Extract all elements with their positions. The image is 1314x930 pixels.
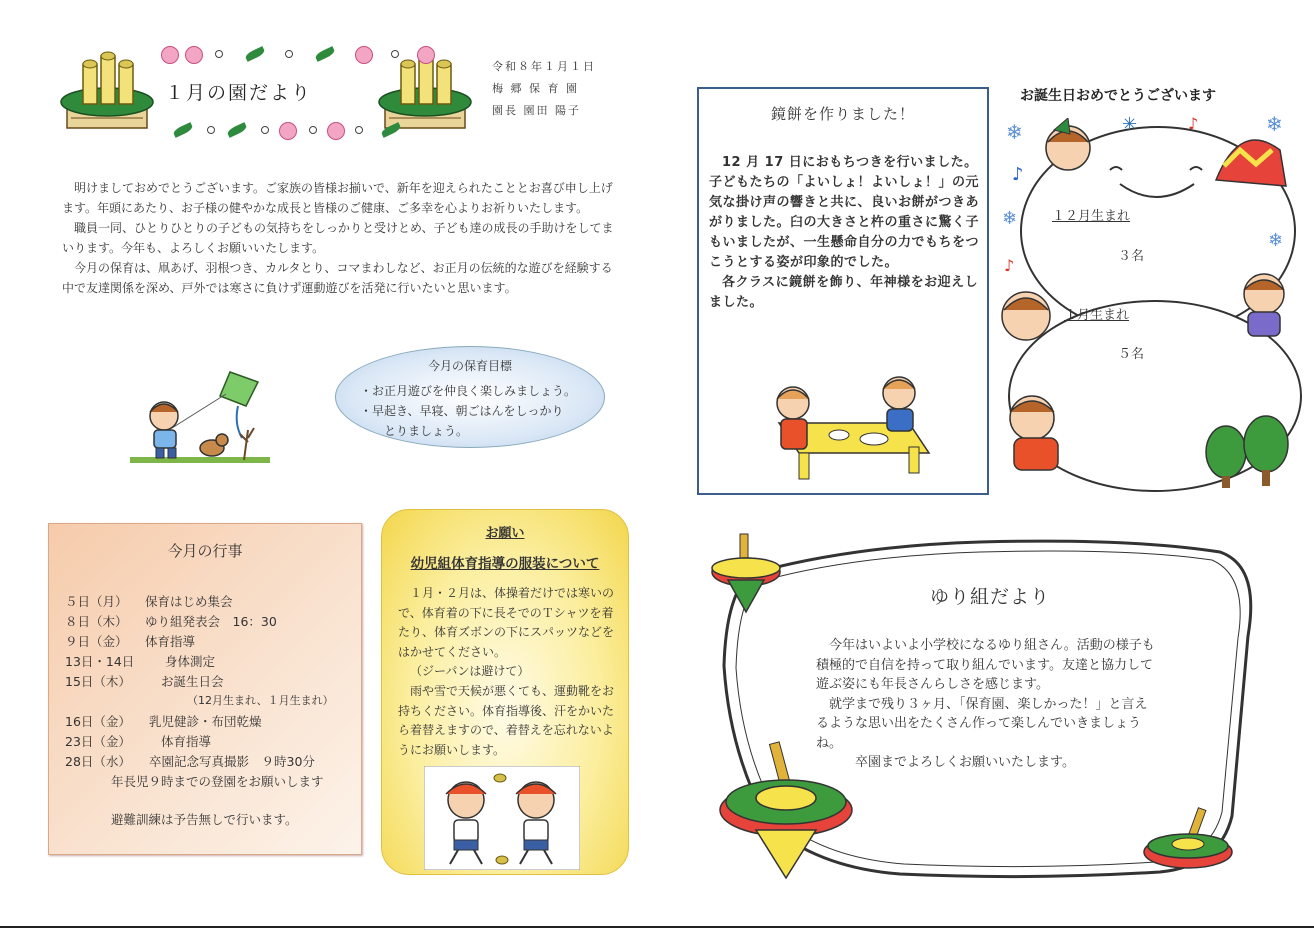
leaf-icon	[380, 122, 402, 138]
child-face-icon	[996, 390, 1076, 480]
leaf-icon	[244, 46, 266, 62]
leaf-icon	[172, 122, 194, 138]
event-text: 体育指導	[145, 634, 196, 649]
yuri-body	[816, 636, 1158, 773]
plum-flower-icon	[417, 46, 435, 64]
goal-item: ・早起き、早寝、朝ごはんをしっかり	[360, 404, 564, 418]
snowflake-icon: ❄	[1268, 230, 1284, 251]
yuri-paragraph: 卒園までよろしくお願いいたします。	[829, 755, 1075, 770]
yuri-paragraph: 今年はいよいよ小学校になるゆり組さん。活動の様子も積極的で自信を持って取り組んでいます。友達と協力して遊ぶ姿にも年長さんらしさを感じます。	[816, 638, 1155, 692]
event-date: ５日（月）	[65, 594, 128, 609]
goal-item: ・お正月遊びを仲良く楽しみましょう。	[360, 384, 577, 398]
mochi-body	[709, 153, 979, 313]
decoration-row-bottom	[155, 120, 455, 140]
issuer-block	[492, 56, 596, 122]
child-face-icon	[1236, 270, 1292, 340]
december-label: １２月生まれ	[1052, 209, 1131, 224]
plum-flower-icon	[161, 46, 179, 64]
running-children-illustration	[424, 766, 580, 870]
event-text: （12月生まれ、１月生まれ）	[187, 694, 334, 707]
music-note-icon: ♪	[1188, 114, 1199, 133]
event-date: ８日（木）	[65, 614, 128, 629]
child-face-icon	[1040, 118, 1096, 174]
spinning-top-icon	[706, 530, 786, 620]
event-date: 15日（木）	[65, 674, 131, 689]
decoration-row-top	[155, 44, 455, 64]
mochi-paragraph: 12 月 17 日におもちつきを行いました。子どもたちの「よいしょ！よいしょ！」の元気な掛け声の響きと共に、良いお餅がつきあがりました。臼の大きさと杵の重さに驚く子もいましたが、一生懸命自分の力でもちをつこうとする姿が印象的でした。	[709, 155, 980, 270]
events-title: 今月の行事	[167, 542, 243, 560]
principal-name: 園長 園田 陽子	[492, 104, 581, 117]
kadomatsu-left-icon	[57, 50, 157, 130]
event-date: 28日（水）	[65, 754, 131, 769]
plum-flower-icon	[279, 122, 297, 140]
december-count: ３名	[1118, 249, 1145, 264]
event-text: お誕生日会	[161, 674, 224, 689]
monthly-events-panel	[48, 523, 362, 855]
goal-item: とりましょう。	[360, 424, 469, 438]
request-body	[398, 584, 616, 760]
request-heading: お願い	[485, 526, 525, 541]
january-label: １月生まれ	[1064, 308, 1130, 323]
request-paragraph: （ジーパンは避けて）	[410, 664, 530, 679]
birthday-title: お誕生日おめでとうございます	[1020, 88, 1216, 104]
plum-flower-icon	[355, 46, 373, 64]
kite-boy-illustration	[130, 368, 270, 464]
request-paragraph: 雨や雪で天候が悪くても、運動靴をお持ちください。体育指導後、汗をかいたら着替えますので、着替えを忘れないようにお願いします。	[398, 683, 615, 757]
dot-icon	[285, 50, 293, 58]
january-count: ５名	[1118, 347, 1145, 362]
snowflake-icon: ❄	[1266, 112, 1283, 136]
event-date: 23日（金）	[65, 734, 131, 749]
snowflake-icon: ❄	[1006, 120, 1023, 144]
school-name: 梅 郷 保 育 園	[492, 82, 579, 95]
event-text: 卒園記念写真撮影 ９時30分	[149, 754, 315, 769]
dot-icon	[309, 126, 317, 134]
star-icon: ✳	[1122, 114, 1138, 135]
event-date: 13日・14日	[65, 654, 135, 669]
snowman-face-icon	[1090, 150, 1230, 210]
leaf-icon	[314, 46, 336, 62]
yuri-paragraph: 就学まで残り３ヶ月、「保育園、楽しかった！」と言えるような思い出をたくさん作って楽しんでいきましょうね。	[816, 696, 1148, 751]
dot-icon	[215, 50, 223, 58]
event-text: 体育指導	[161, 734, 212, 749]
plum-flower-icon	[185, 46, 203, 64]
request-panel	[381, 509, 629, 875]
greeting-paragraph: 今月の保育は、凧あげ、羽根つき、カルタとり、コマまわしなど、お正月の伝統的な遊びを経験する中で友達関係を深め、戸外では寒さに負けず運動遊びを活発に行いたいと思います。	[62, 261, 613, 295]
monthly-goals	[335, 346, 605, 448]
tree-icon	[1202, 414, 1292, 490]
snowflake-icon: ❄	[1002, 208, 1018, 229]
issue-date: 令和８年１月１日	[492, 60, 596, 73]
goals-list	[360, 381, 576, 441]
greeting-paragraph: 職員一同、ひとりひとりの子どもの気持ちをしっかりと受けとめ、子ども達の成長の手助けをしてまいります。今年も、よろしくお願いいたします。	[62, 221, 614, 255]
spinning-top-icon	[1138, 806, 1238, 886]
mochi-title: 鏡餅を作りました！	[770, 105, 915, 123]
bottom-divider	[0, 926, 1314, 928]
mochi-panel	[697, 87, 989, 495]
dot-icon	[261, 126, 269, 134]
event-text: 身体測定	[165, 654, 216, 669]
event-text: 年長児９時までの登園をお願いします	[111, 774, 324, 789]
yuri-title: ゆり組だより	[930, 586, 1051, 608]
dot-icon	[391, 50, 399, 58]
greeting-text	[62, 178, 622, 298]
child-face-icon	[996, 286, 1056, 346]
mochi-paragraph: 各クラスに鏡餅を飾り、年神様をお迎えしました。	[709, 275, 979, 310]
music-note-icon: ♪	[1004, 256, 1015, 275]
goals-title: 今月の保育目標	[427, 359, 512, 373]
events-note: 避難訓練は予告無しで行います。	[111, 812, 298, 827]
event-text: ゆり組発表会 16：30	[145, 614, 277, 629]
request-subheading: 幼児組体育指導の服装について	[410, 556, 600, 572]
greeting-paragraph: 明けましておめでとうございます。ご家族の皆様お揃いで、新年を迎えられたこととお喜び申し上げます。年頭にあたり、お子様の健やかな成長と皆様のご健康、ご多幸を心よりお祈りいたします。	[62, 181, 613, 215]
page-title: １月の園だより	[165, 82, 313, 104]
dot-icon	[207, 126, 215, 134]
request-paragraph: １月・２月は、体操着だけでは寒いので、体育着の下に長そでのＴシャツを着たり、体育ズボンの下にスパッツなどをはかせてください。	[398, 586, 615, 659]
mochi-pounding-illustration	[759, 373, 939, 483]
event-date: ９日（金）	[65, 634, 128, 649]
event-date: 16日（金）	[65, 714, 131, 729]
leaf-icon	[226, 122, 248, 138]
plum-flower-icon	[327, 122, 345, 140]
dot-icon	[355, 126, 363, 134]
music-note-icon: ♪	[1012, 164, 1024, 185]
event-text: 保育はじめ集会	[145, 594, 233, 609]
event-text: 乳児健診・布団乾燥	[149, 714, 262, 729]
